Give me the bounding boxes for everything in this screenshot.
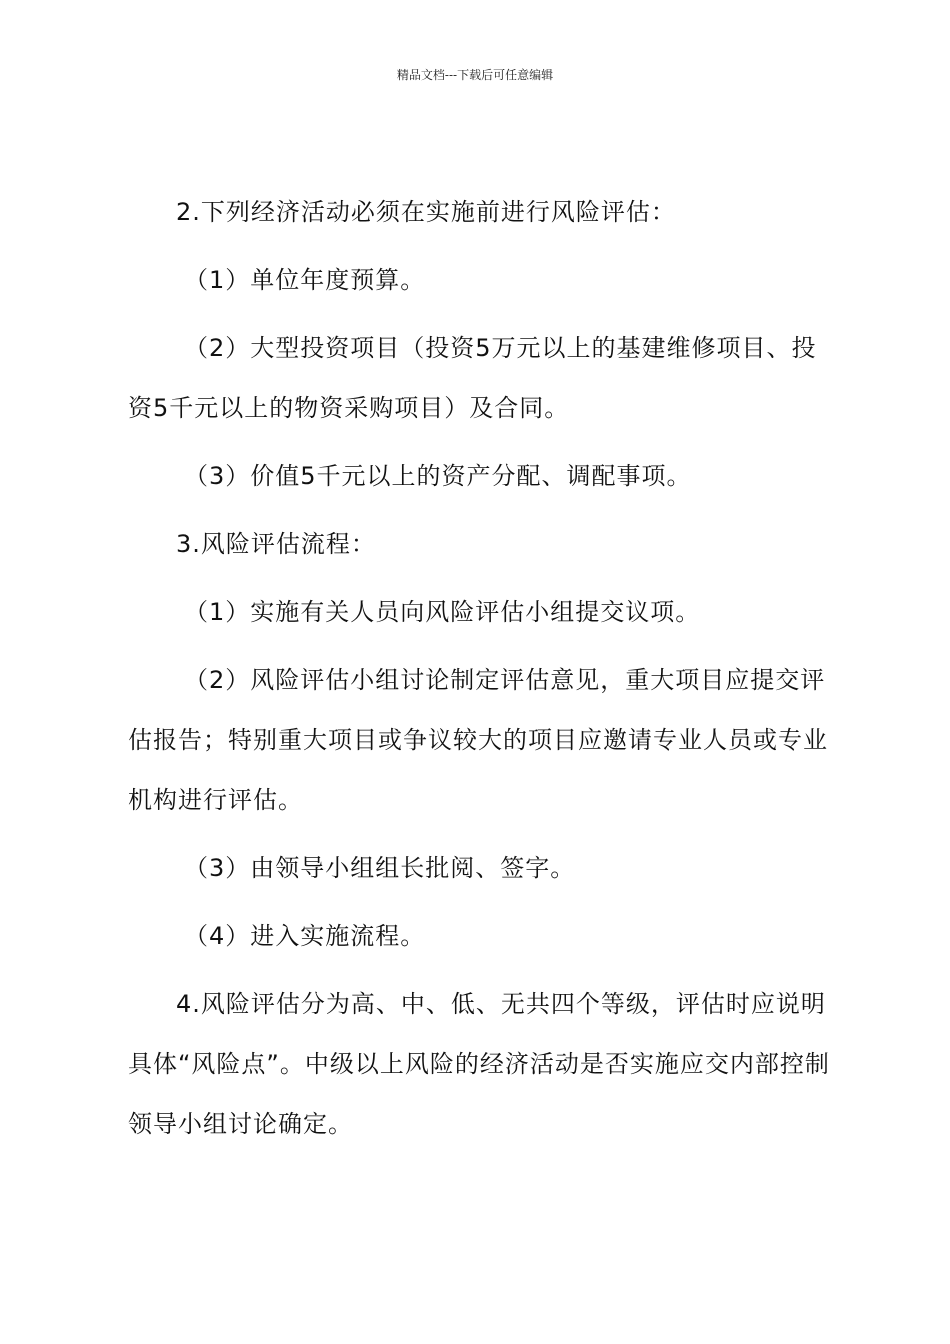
paragraph-process-2: （2）风险评估小组讨论制定评估意见，重大项目应提交评估报告；特别重大项目或争议较大的项目应邀请专业人员或专业机构进行评估。: [128, 666, 828, 814]
paragraph-item-3: 3.风险评估流程：: [176, 530, 376, 558]
page-header: 精品文档---下载后可任意编辑: [396, 68, 554, 82]
paragraph-sub-2: （2）大型投资项目（投资5万元以上的基建维修项目、投资5千元以上的物资采购项目）及合同。: [128, 334, 817, 422]
paragraph-process-3: （3）由领导小组组长批阅、签字。: [184, 854, 576, 882]
paragraph-item-2: 2.下列经济活动必须在实施前进行风险评估：: [176, 198, 676, 226]
paragraph-sub-3: （3）价值5千元以上的资产分配、调配事项。: [184, 462, 692, 490]
paragraph-sub-1: （1）单位年度预算。: [184, 266, 426, 294]
paragraph-item-4: 4.风险评估分为高、中、低、无共四个等级，评估时应说明具体“风险点”。中级以上风险的经济活动是否实施应交内部控制领导小组讨论确定。: [128, 990, 830, 1138]
paragraph-process-1: （1）实施有关人员向风险评估小组提交议项。: [184, 598, 701, 626]
document-body: [128, 182, 834, 1162]
paragraph-process-4: （4）进入实施流程。: [184, 922, 426, 950]
